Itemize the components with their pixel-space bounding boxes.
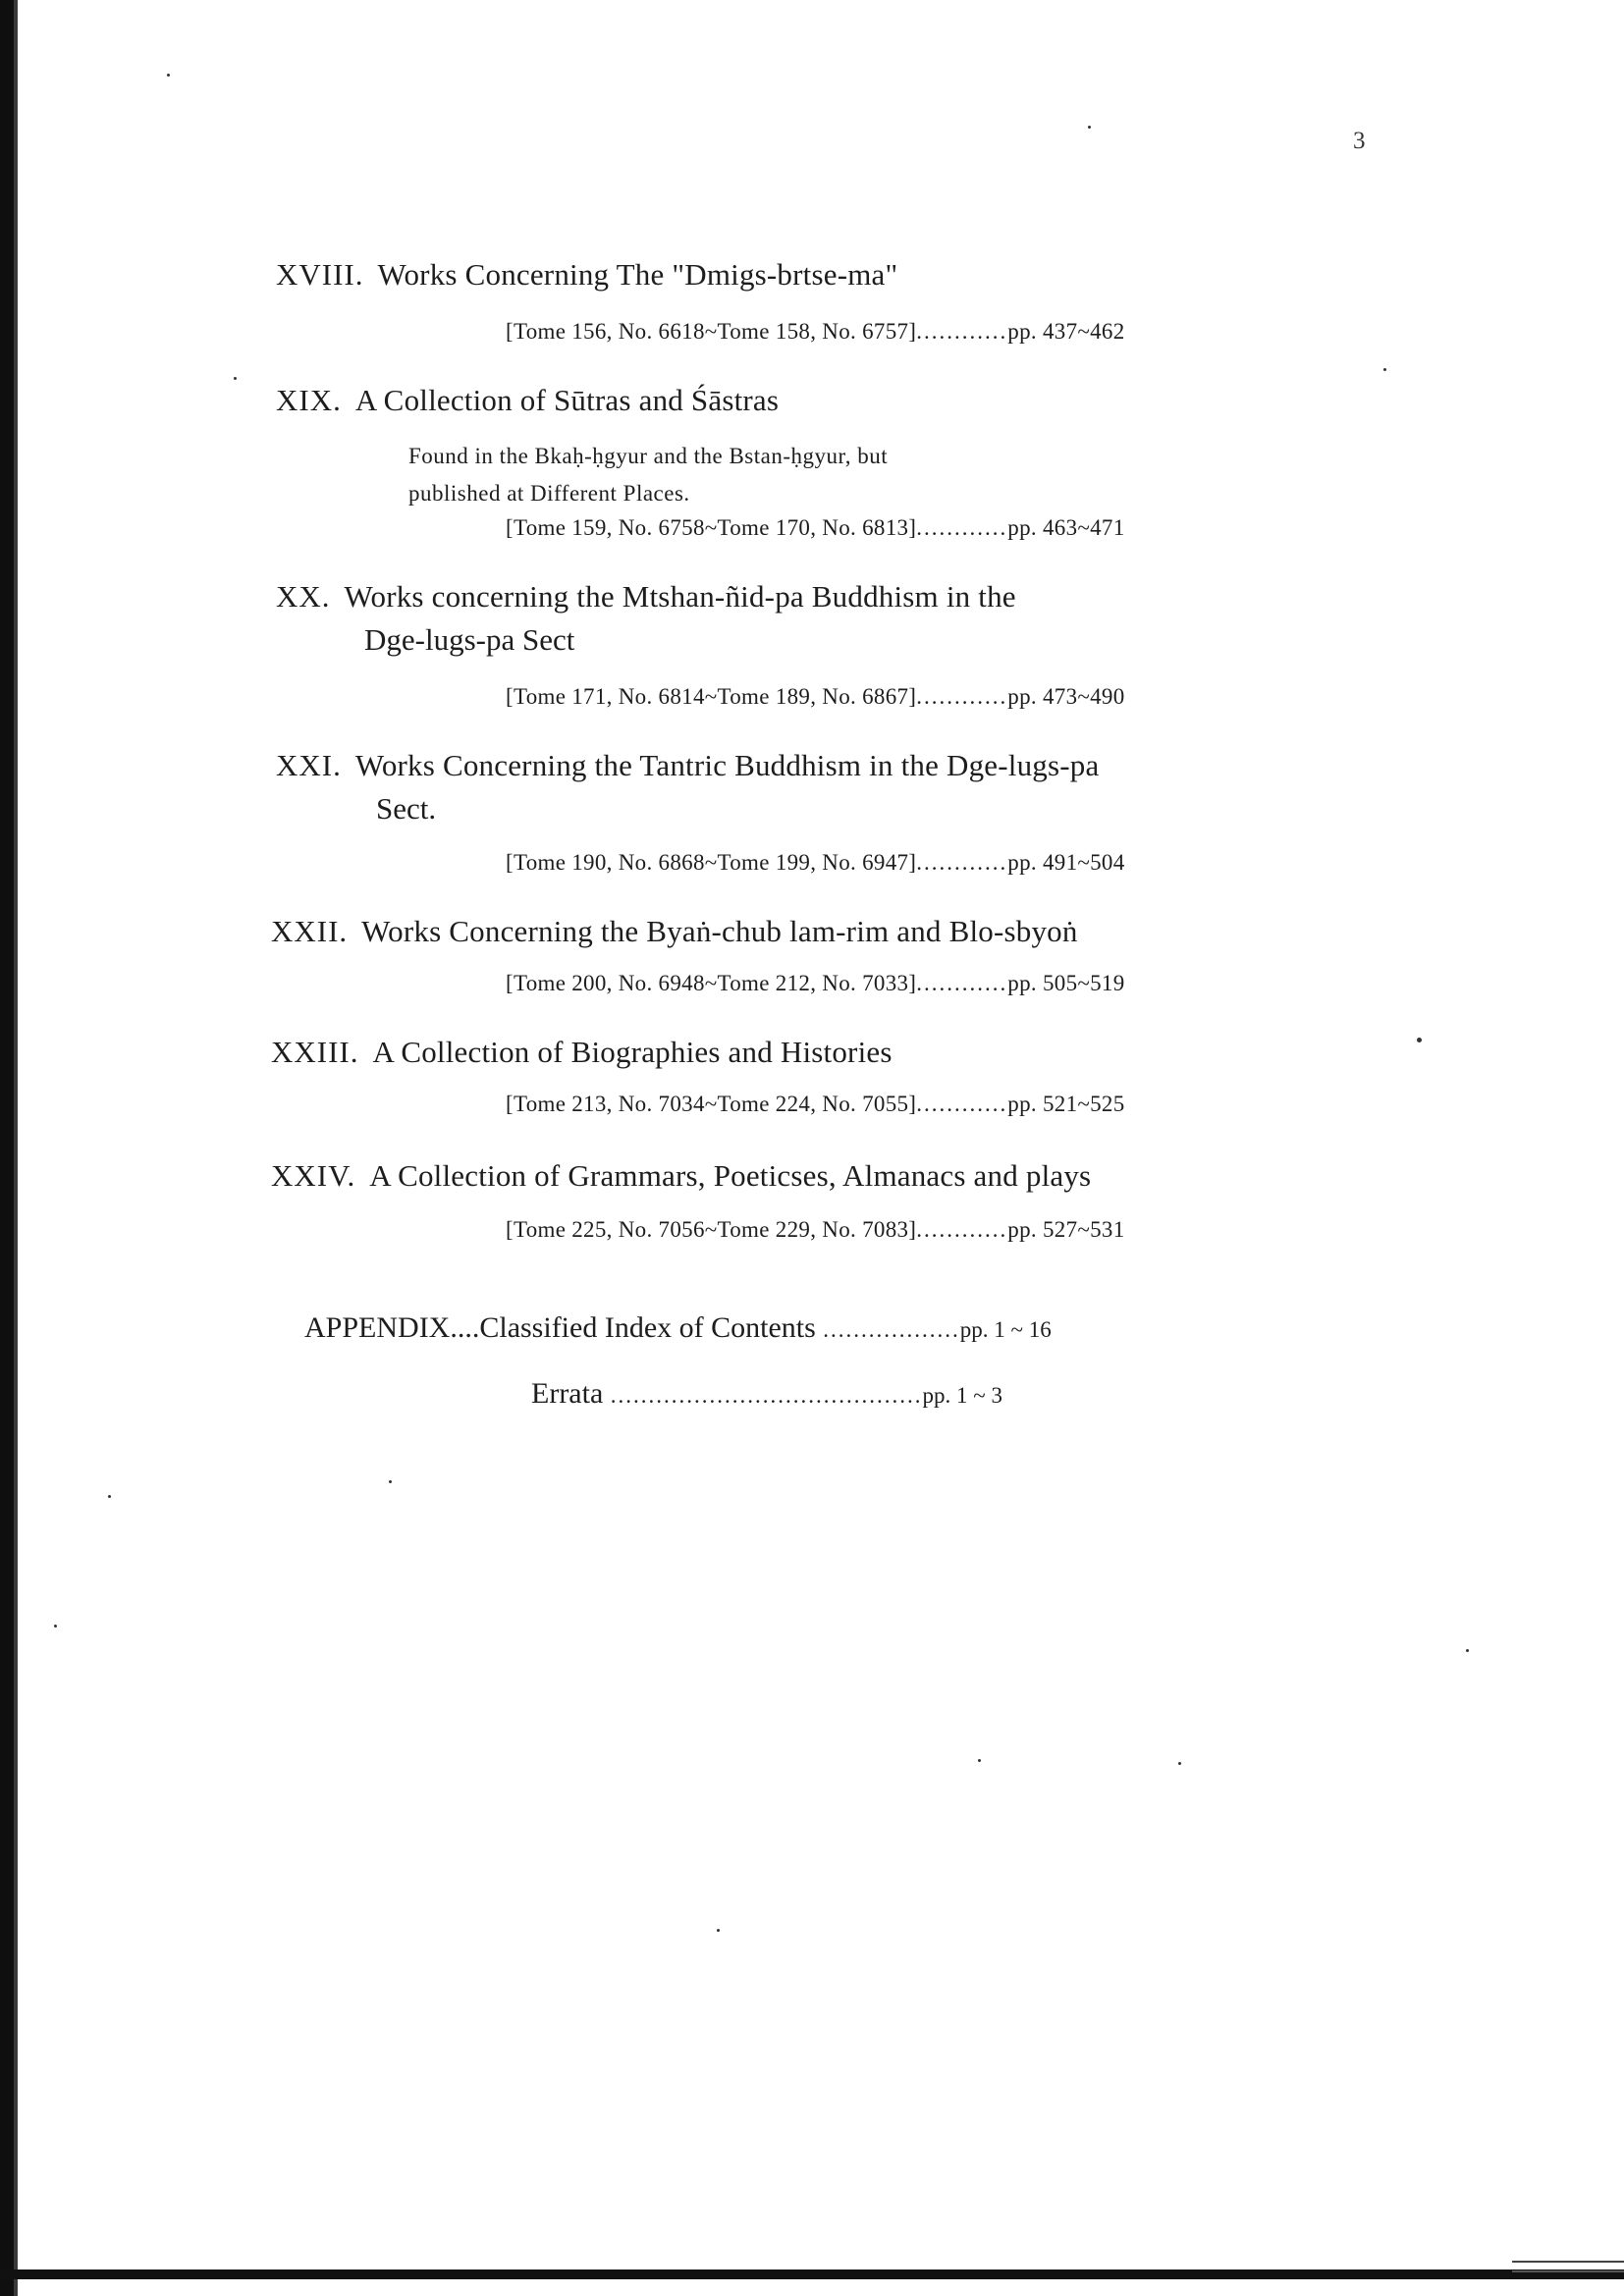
tome-reference <box>506 850 1125 876</box>
toc-entry-title <box>271 1031 893 1074</box>
errata-label: Errata <box>531 1377 604 1410</box>
page-range: pp. 463~471 <box>1007 515 1125 540</box>
dot-leader: ............ <box>916 515 1008 540</box>
entry-title-continuation: Dge-lugs-pa Sect <box>364 622 575 657</box>
appendix-label: APPENDIX....Classified Index of Contents <box>304 1311 816 1344</box>
note-line: Found in the Bkaḥ-ḥgyur and the Bstan-ḥgyur, but <box>408 444 889 468</box>
toc-entry-xxii <box>271 910 1078 953</box>
note-line: published at Different Places. <box>408 481 690 506</box>
entry-title-text: A Collection of Grammars, Poeticses, Almanacs and plays <box>369 1158 1092 1193</box>
roman-numeral: XXII. <box>271 914 349 948</box>
scan-left-edge-shadow <box>14 0 18 2296</box>
scan-speck <box>1178 1762 1181 1765</box>
toc-entry-xxiv <box>271 1154 1091 1198</box>
page-number: 3 <box>1353 128 1366 154</box>
roman-numeral: XXI. <box>276 748 342 782</box>
tome-reference <box>506 971 1125 996</box>
dot-leader: ............ <box>916 850 1008 875</box>
entry-title-text: A Collection of Sūtras and Śāstras <box>354 383 780 417</box>
page-range: pp. 473~490 <box>1007 684 1125 709</box>
toc-entry-xxiii <box>271 1031 893 1074</box>
appendix-entry <box>304 1311 1052 1345</box>
toc-entry-xx <box>276 575 1016 662</box>
scan-bottom-edge-lines <box>1512 2261 1624 2272</box>
dot-leader: ......................................... <box>610 1383 923 1408</box>
tome-range: [Tome 171, No. 6814~Tome 189, No. 6867] <box>506 684 917 709</box>
scan-speck <box>108 1495 111 1498</box>
tome-reference <box>506 1217 1125 1243</box>
dot-leader: ............ <box>916 1217 1008 1242</box>
dot-leader: .................. <box>823 1317 960 1342</box>
scan-speck <box>1088 126 1091 129</box>
scan-bottom-edge <box>0 2269 1624 2279</box>
page-range: pp. 1 ~ 3 <box>922 1383 1002 1408</box>
entry-title-text: Works concerning the Mtshan-ñid-pa Buddhism in the <box>344 579 1016 614</box>
page-range: pp. 527~531 <box>1007 1217 1125 1242</box>
tome-range: [Tome 200, No. 6948~Tome 212, No. 7033] <box>506 971 917 995</box>
toc-entry-title <box>271 910 1078 953</box>
tome-range: [Tome 225, No. 7056~Tome 229, No. 7083] <box>506 1217 917 1242</box>
errata-entry <box>531 1377 1002 1411</box>
dot-leader: ............ <box>916 319 1008 344</box>
page-range: pp. 437~462 <box>1007 319 1125 344</box>
tome-range: [Tome 159, No. 6758~Tome 170, No. 6813] <box>506 515 917 540</box>
toc-entry-title <box>271 1154 1091 1198</box>
dot-leader: ............ <box>916 1092 1008 1116</box>
toc-entry-title <box>276 379 779 422</box>
page-range: pp. 491~504 <box>1007 850 1125 875</box>
toc-entry-title <box>276 253 897 296</box>
toc-entry-xviii <box>276 253 897 296</box>
scan-speck <box>54 1625 57 1628</box>
roman-numeral: XXIV. <box>271 1158 356 1193</box>
entry-title-text: Works Concerning The "Dmigs-brtse-ma" <box>377 257 898 292</box>
tome-reference <box>506 1092 1125 1117</box>
roman-numeral: XVIII. <box>276 257 364 292</box>
roman-numeral: XIX. <box>276 383 342 417</box>
tome-reference <box>506 515 1125 541</box>
toc-entry-xxi <box>276 744 1099 830</box>
entry-title-continuation: Sect. <box>376 791 437 826</box>
tome-range: [Tome 156, No. 6618~Tome 158, No. 6757] <box>506 319 917 344</box>
dot-leader: ............ <box>916 971 1008 995</box>
toc-entry-xix <box>276 379 779 422</box>
roman-numeral: XX. <box>276 579 331 614</box>
scan-speck <box>167 74 170 77</box>
scan-speck <box>978 1759 981 1762</box>
entry-title-text: A Collection of Biographies and Histories <box>372 1035 893 1069</box>
toc-entry-note <box>408 438 888 512</box>
scan-speck <box>1466 1649 1469 1652</box>
tome-reference <box>506 684 1125 710</box>
tome-range: [Tome 190, No. 6868~Tome 199, No. 6947] <box>506 850 917 875</box>
tome-reference <box>506 319 1125 345</box>
page-range: pp. 505~519 <box>1007 971 1125 995</box>
tome-range: [Tome 213, No. 7034~Tome 224, No. 7055] <box>506 1092 917 1116</box>
scan-speck <box>234 377 237 380</box>
scan-speck <box>717 1929 720 1932</box>
scan-speck <box>1383 368 1386 371</box>
entry-title-text: Works Concerning the Tantric Buddhism in the Dge-lugs-pa <box>354 748 1100 782</box>
entry-title-text: Works Concerning the Byaṅ-chub lam-rim and Blo-sbyoṅ <box>361 914 1078 948</box>
scan-speck <box>389 1480 392 1483</box>
toc-entry-title <box>276 575 1016 618</box>
scan-speck <box>1417 1038 1422 1042</box>
page-range: pp. 1 ~ 16 <box>959 1317 1052 1342</box>
toc-entry-title <box>276 744 1099 787</box>
page-range: pp. 521~525 <box>1007 1092 1125 1116</box>
dot-leader: ............ <box>916 684 1008 709</box>
roman-numeral: XXIII. <box>271 1035 359 1069</box>
